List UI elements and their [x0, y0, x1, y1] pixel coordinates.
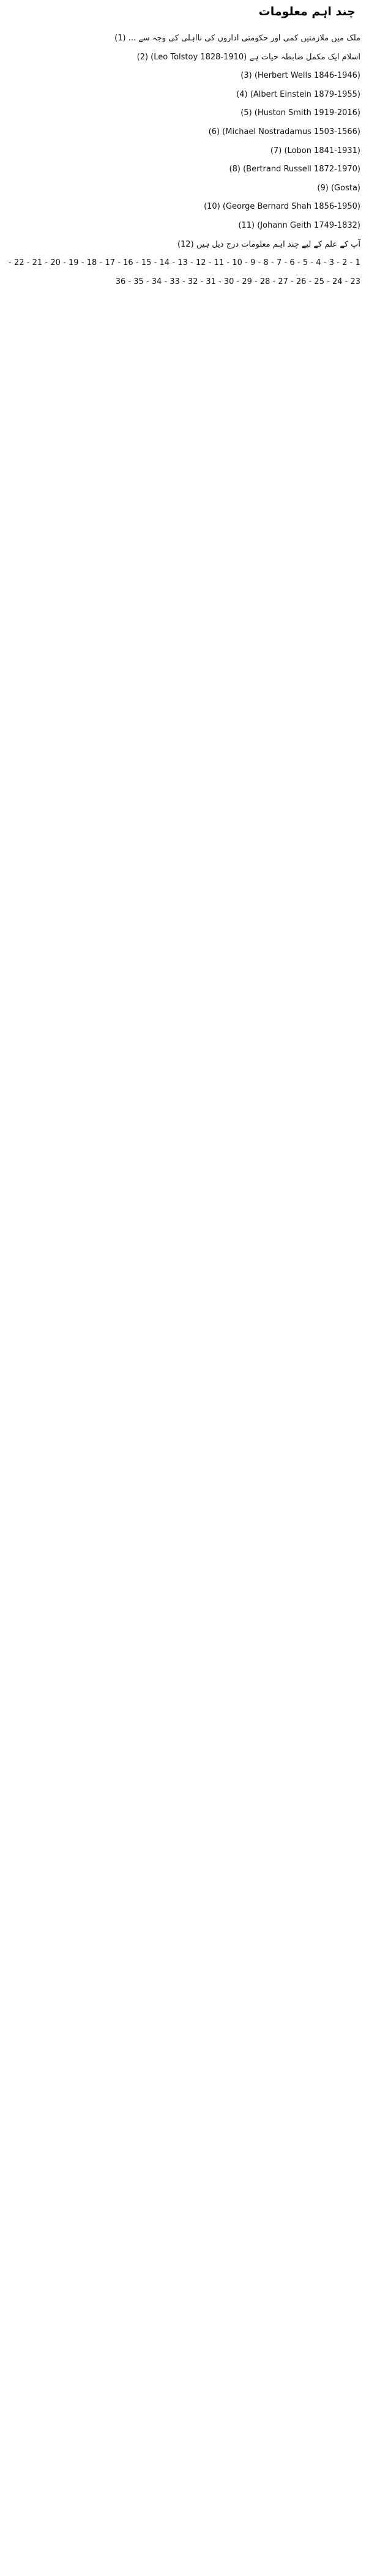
paragraph: (Huston Smith 1919-2016) (5)	[240, 108, 360, 118]
paragraph: آپ کے علم کے لیے چند اہم معلومات درج ذیل ہیں (12)	[177, 239, 360, 249]
body-text	[9, 29, 360, 291]
paragraph: (Albert Einstein 1879-1955) (4)	[236, 89, 360, 99]
paragraph: (Lobon 1841-1931) (7)	[270, 146, 360, 155]
paragraph: 1 - 2 - 3 - 4 - 5 - 6 - 7 - 8 - 9 - 10 - 11 - 12 - 13 - 14 - 15 - 16 - 17 - 18 - 19 - 20 - 21 - 22 - 23 - 24 - 25 - 26 - 27 - 28 - 29 - 30 - 31 - 32 - 33 - 34 - 35 - 36	[9, 258, 360, 286]
paragraph: (Bertrand Russell 1872-1970) (8)	[229, 165, 360, 174]
paragraph: اسلام ایک مکمل ضابطہ حیات ہے (Leo Tolstoy 1828-1910) (2)	[136, 52, 360, 62]
paragraph: (Johann Geith 1749-1832) (11)	[238, 220, 360, 230]
paragraph: (Herbert Wells 1846-1946) (3)	[240, 71, 360, 81]
paragraph: ملک میں ملازمتیں کمی اور حکومتی اداروں کی نااہلی کی وجہ سے ... (1)	[114, 34, 360, 43]
paragraph: (Michael Nostradamus 1503-1566) (6)	[208, 127, 360, 136]
page-title: چند اہم معلومات	[258, 5, 356, 18]
paragraph: (George Bernard Shah 1856-1950) (10)	[204, 202, 360, 212]
paragraph: (Gosta) (9)	[317, 183, 360, 193]
